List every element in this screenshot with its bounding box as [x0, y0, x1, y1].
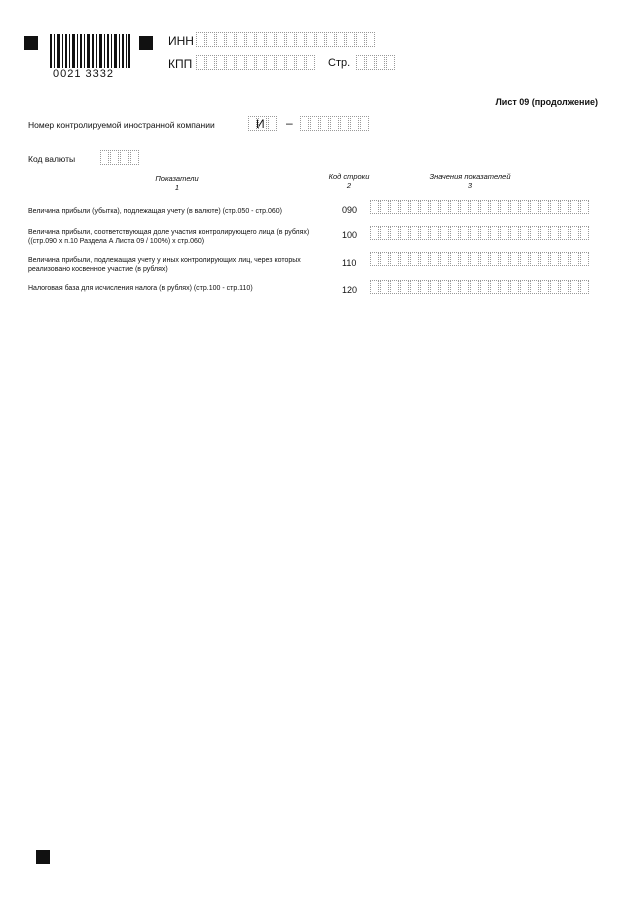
row-120-code: 120 — [342, 285, 358, 295]
row-110-value-cells[interactable] — [370, 252, 590, 266]
corner-marker-top-right — [139, 36, 153, 50]
currency-label: Код валюты — [28, 154, 76, 164]
currency-cells[interactable] — [100, 150, 140, 165]
sheet-title: Лист 09 (продолжение) — [495, 97, 598, 107]
row-100-text: Величина прибыли, соответствующая доле участия контролирующего лица (в рублях) ((стр.090 х п.10 Раздела А Листа 09 / 100%) х стр.060) — [28, 229, 310, 245]
column-3-header — [412, 172, 528, 190]
column-3-number: 3 — [467, 181, 473, 190]
page-label: Стр. — [328, 57, 351, 69]
column-1-header — [140, 174, 214, 192]
company-dash: – — [286, 116, 293, 130]
row-120-value-cells[interactable] — [370, 280, 590, 294]
company-number-label: Номер контролируемой иностранной компании — [28, 120, 215, 130]
row-090-value-cells[interactable] — [370, 200, 590, 214]
row-100-value-cells[interactable] — [370, 226, 590, 240]
inn-cells[interactable] — [196, 32, 376, 47]
column-2-header — [322, 172, 376, 190]
kpp-cells[interactable] — [196, 55, 316, 70]
column-2-title: Код строки — [328, 172, 370, 181]
company-prefix-cells — [248, 116, 278, 131]
row-100-code: 100 — [342, 230, 358, 240]
row-090-code: 090 — [342, 205, 358, 215]
corner-marker-bottom-left — [36, 850, 50, 864]
company-prefix: И — [256, 117, 265, 131]
barcode-number: 0021 3332 — [53, 68, 114, 80]
row-090-text: Величина прибыли (убытка), подлежащая учету (в валюте) (стр.050 - стр.060) — [28, 208, 282, 215]
column-1-number: 1 — [174, 183, 180, 192]
column-2-number: 2 — [346, 181, 352, 190]
row-110-text: Величина прибыли, подлежащая учету у иных контролирующих лиц, через которых реализовано косвенное участие (в рублях) — [28, 257, 301, 273]
kpp-label: КПП — [168, 57, 193, 71]
page-cells[interactable] — [356, 55, 396, 70]
column-1-title: Показатели — [155, 174, 199, 183]
column-3-title: Значения показателей — [429, 172, 511, 181]
corner-marker-top-left — [24, 36, 38, 50]
row-120-text: Налоговая база для исчисления налога (в рублях) (стр.100 - стр.110) — [28, 285, 253, 292]
company-number-cells[interactable] — [300, 116, 370, 131]
row-110-code: 110 — [342, 258, 357, 268]
inn-label: ИНН — [168, 34, 194, 48]
